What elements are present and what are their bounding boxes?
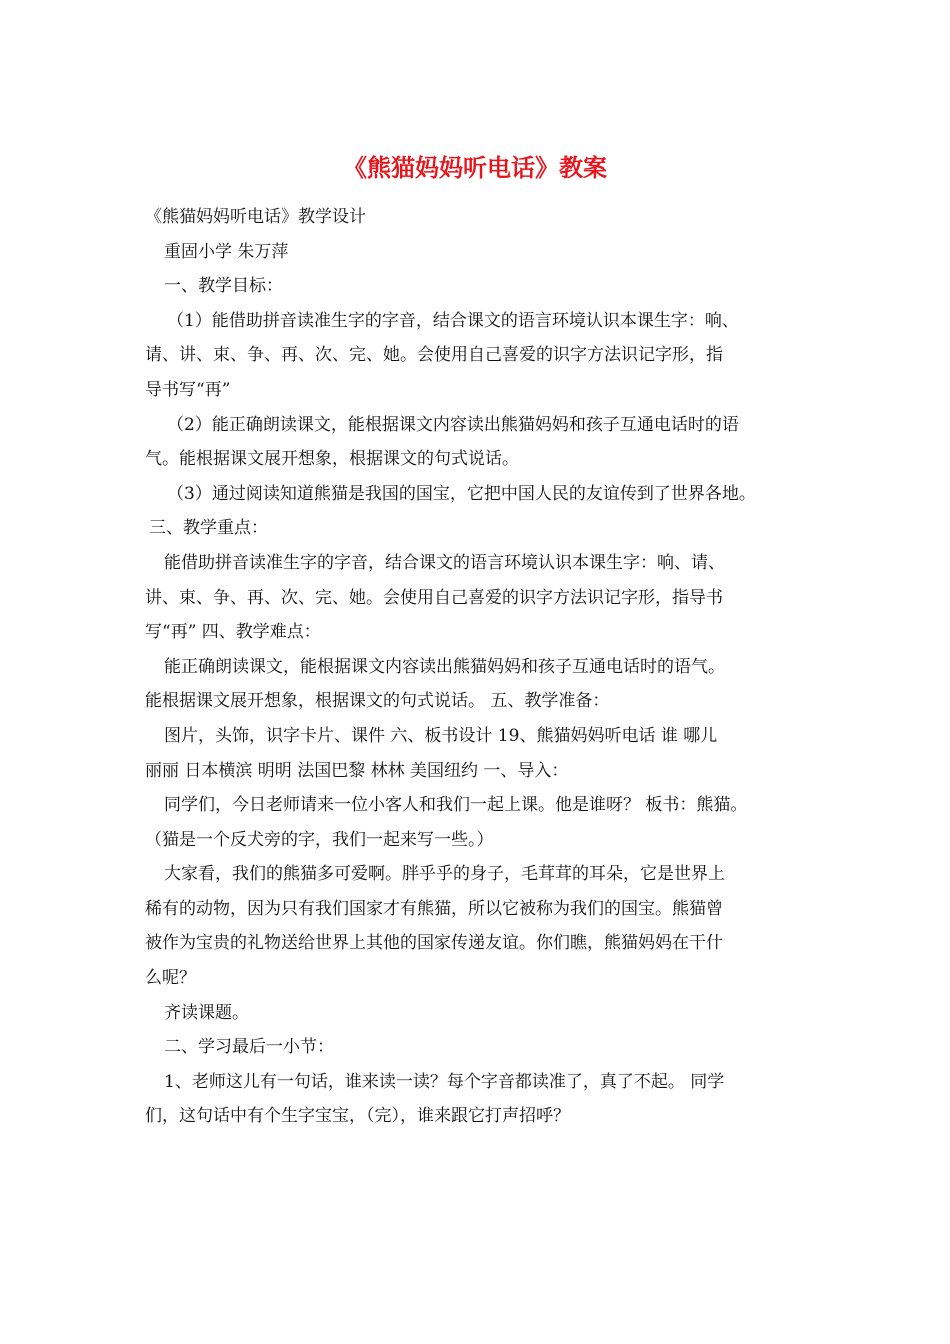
text-line: 齐读课题。 — [164, 1002, 249, 1023]
text-line: 写“再” 四、教学难点： — [145, 622, 321, 643]
text-line: 能借助拼音读准生字的字音，结合课文的语言环境认识本课生字：响、请、 — [164, 552, 725, 573]
text-line: 们，这句话中有个生字宝宝，（完），谁来跟它打声招呼？ — [145, 1106, 570, 1127]
text-line: 图片，头饰，识字卡片、课件 六、板书设计 19、熊猫妈妈听电话 谁 哪儿 — [164, 725, 718, 746]
text-line: （3）通过阅读知道熊猫是我国的国宝，它把中国人民的友谊传到了世界各地。 — [167, 483, 756, 504]
text-line: （1）能借助拼音读准生字的字音，结合课文的语言环境认识本课生字：响、 — [167, 310, 739, 331]
text-line: 么呢？ — [145, 968, 196, 989]
text-line: 能正确朗读课文，能根据课文内容读出熊猫妈妈和孩子互通电话时的语气。 — [164, 656, 725, 677]
document-title: 《熊猫妈妈听电话》教案 — [343, 153, 607, 182]
text-line: 被作为宝贵的礼物送给世界上其他的国家传递友谊。你们瞧，熊猫妈妈在干什 — [145, 933, 723, 954]
text-line: 三、教学重点： — [149, 518, 268, 539]
text-line: （猫是一个反犬旁的字，我们一起来写一些。） — [145, 829, 494, 850]
text-line: 1、老师这儿有一句话，谁来读一读？每个字音都读准了，真了不起。 同学 — [164, 1071, 725, 1092]
text-line: 大家看，我们的熊猫多可爱啊。胖乎乎的身子，毛茸茸的耳朵，它是世界上 — [164, 864, 725, 885]
text-line: 稀有的动物，因为只有我们国家才有熊猫，所以它被称为我们的国宝。熊猫曾 — [145, 898, 723, 919]
text-line: 讲、束、争、再、次、完、她。会使用自己喜爱的识字方法识记字形，指导书 — [145, 587, 723, 608]
text-line: 《熊猫妈妈听电话》教学设计 — [145, 207, 366, 227]
document-body — [145, 200, 823, 1134]
text-line: （2）能正确朗读课文，能根据课文内容读出熊猫妈妈和孩子互通电话时的语 — [167, 414, 739, 435]
text-line: 同学们，今日老师请来一位小客人和我们一起上课。他是谁呀？ 板书：熊猫。 — [164, 795, 748, 816]
text-line: 气。能根据课文展开想象，根据课文的句式说话。 — [145, 449, 519, 470]
text-line: 请、讲、束、争、再、次、完、她。会使用自己喜爱的识字方法识记字形，指 — [145, 345, 723, 366]
text-line: 导书写“再” — [145, 379, 231, 400]
text-line: 能根据课文展开想象，根据课文的句式说话。 五、教学准备： — [145, 691, 610, 712]
text-line: 丽丽 日本横滨 明明 法国巴黎 林林 美国纽约 一、导入： — [145, 760, 569, 781]
text-line: 二、学习最后一小节： — [164, 1037, 334, 1058]
text-line: 一、教学目标： — [164, 276, 283, 297]
text-line: 重固小学 朱万萍 — [164, 241, 289, 262]
